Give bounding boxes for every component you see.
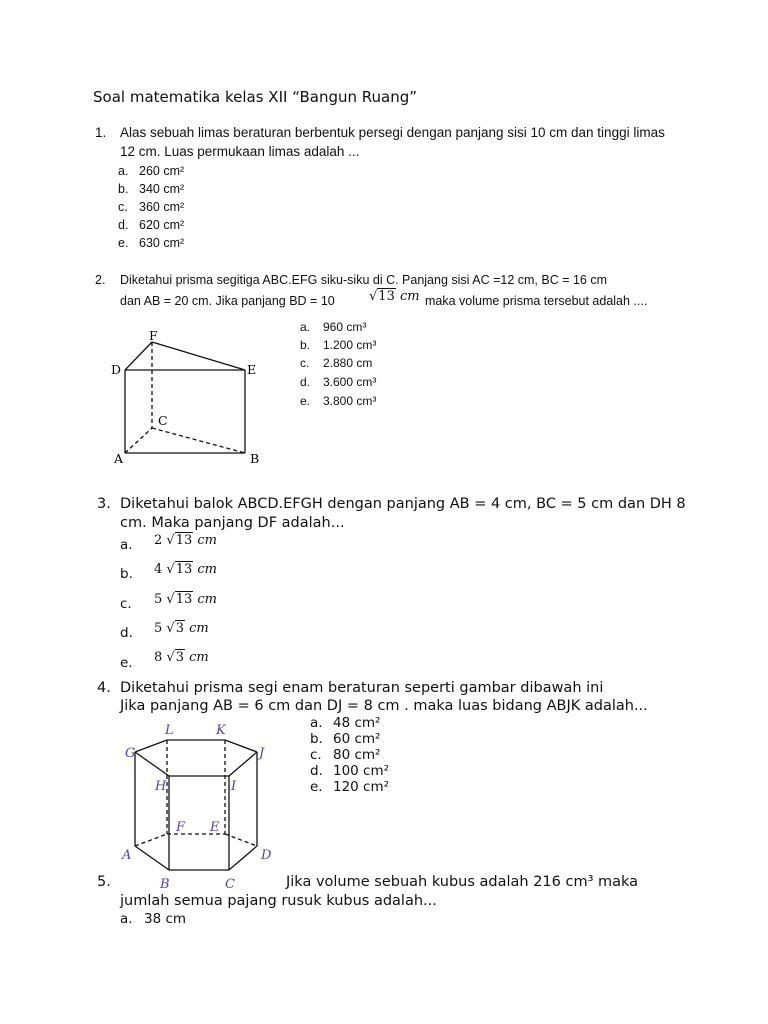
option-letter: a.	[300, 320, 311, 334]
option-text: 3.600 cm³	[323, 375, 377, 389]
option-text: 120 cm²	[333, 779, 390, 795]
option-text: 260 cm²	[139, 164, 185, 178]
question-text-line2: dan AB = 20 cm. Jika panjang BD = 10	[120, 294, 335, 308]
option-letter: e.	[310, 779, 323, 795]
label-A: A	[122, 848, 132, 863]
question-text-line2: Jika panjang AB = 6 cm dan DJ = 8 cm . maka luas bidang ABJK adalah...	[120, 698, 648, 714]
edge-FE	[152, 342, 245, 370]
question-number: 5.	[97, 874, 111, 890]
question-text-line1: Diketahui prisma segi enam beraturan seperti gambar dibawah ini	[120, 680, 604, 696]
question-number: 3.	[97, 496, 111, 512]
triangular-prism-figure	[105, 325, 275, 470]
radicand: 13	[378, 289, 395, 304]
option-text: 630 cm²	[139, 236, 185, 250]
hexagonal-prism-figure	[115, 720, 285, 895]
label-K: K	[216, 723, 226, 738]
page-title: Soal matematika kelas XII “Bangun Ruang”	[93, 88, 418, 106]
edge-GL	[135, 740, 167, 752]
option-sqrt: 4 √13 cm	[154, 562, 218, 577]
option-letter: e.	[120, 655, 133, 671]
question-text-line1: Diketahui balok ABCD.EFGH dengan panjang AB = 4 cm, BC = 5 cm dan DH 8	[120, 496, 686, 512]
option-letter: b.	[120, 566, 133, 582]
question-text-line2: cm. Maka panjang DF adalah...	[120, 515, 345, 531]
label-B: B	[250, 451, 260, 466]
option-text: 960 cm³	[323, 320, 367, 334]
question-number: 1.	[95, 125, 107, 140]
question-text-line2-end: maka volume prisma tersebut adalah ....	[425, 294, 648, 308]
edge-CB	[152, 428, 245, 453]
option-letter: a.	[120, 911, 133, 927]
label-B: B	[160, 877, 170, 892]
label-J: J	[259, 746, 265, 761]
sqrt-expression: √13 cm	[369, 289, 420, 304]
option-letter: a.	[118, 164, 129, 178]
option-letter: c.	[310, 747, 322, 763]
question-number: 2.	[95, 273, 106, 287]
option-text: 620 cm²	[139, 218, 185, 232]
option-letter: e.	[118, 236, 129, 250]
option-letter: d.	[300, 375, 311, 389]
label-F: F	[149, 328, 158, 343]
option-text: 60 cm²	[333, 731, 381, 747]
option-letter: b.	[118, 182, 129, 196]
question-text-line1: Diketahui prisma segitiga ABC.EFG siku-siku di C. Panjang sisi AC =12 cm, BC = 16 cm	[120, 273, 607, 287]
option-letter: b.	[300, 338, 311, 352]
option-letter: c.	[120, 596, 132, 612]
option-text: 1.200 cm³	[323, 338, 377, 352]
option-letter: d.	[310, 763, 323, 779]
option-text: 3.800 cm³	[323, 394, 377, 408]
option-text: 38 cm	[144, 911, 187, 927]
option-text: 48 cm²	[333, 715, 381, 731]
edge-JI	[229, 752, 257, 776]
label-D: D	[261, 848, 272, 863]
label-D: D	[111, 362, 122, 377]
label-G: G	[125, 746, 136, 761]
question-text-line2: jumlah semua pajang rusuk kubus adalah...	[120, 893, 437, 909]
option-letter: d.	[120, 625, 133, 641]
label-E: E	[247, 362, 257, 377]
option-text: 340 cm²	[139, 182, 185, 196]
option-sqrt: 2 √13 cm	[154, 533, 218, 548]
option-text: 2.880 cm	[323, 356, 373, 370]
label-L: L	[165, 723, 174, 738]
option-text: 80 cm²	[333, 747, 381, 763]
label-H: H	[155, 779, 167, 794]
edge-DF	[125, 342, 152, 370]
unit: cm	[399, 289, 420, 304]
option-sqrt: 5 √3 cm	[154, 621, 209, 636]
option-sqrt: 5 √13 cm	[154, 592, 218, 607]
question-text-line1: Alas sebuah limas beraturan berbentuk persegi dengan panjang sisi 10 cm dan tinggi limas	[120, 125, 665, 140]
option-text: 100 cm²	[333, 763, 390, 779]
option-letter: d.	[118, 218, 129, 232]
question-text-line2: 12 cm. Luas permukaan limas adalah ...	[120, 144, 360, 159]
edge-HG	[135, 752, 169, 776]
question-number: 4.	[97, 680, 111, 696]
label-F: F	[176, 820, 186, 835]
edge-AC	[125, 428, 152, 453]
edge-CD	[229, 846, 257, 870]
label-A: A	[114, 451, 124, 466]
option-letter: e.	[300, 394, 311, 408]
option-letter: a.	[310, 715, 323, 731]
edge-ED	[225, 834, 257, 846]
option-letter: c.	[300, 356, 310, 370]
option-letter: c.	[118, 200, 128, 214]
option-letter: a.	[120, 537, 133, 553]
edge-AB	[135, 846, 169, 870]
label-C: C	[158, 413, 168, 428]
label-I: I	[231, 779, 237, 794]
label-C: C	[225, 877, 235, 892]
edge-KJ	[225, 740, 257, 752]
option-sqrt: 8 √3 cm	[154, 650, 209, 665]
label-E: E	[210, 820, 220, 835]
edge-AF	[135, 834, 167, 846]
question-text-line1: Jika volume sebuah kubus adalah 216 cm³ maka	[286, 874, 639, 890]
option-text: 360 cm²	[139, 200, 185, 214]
option-letter: b.	[310, 731, 323, 747]
